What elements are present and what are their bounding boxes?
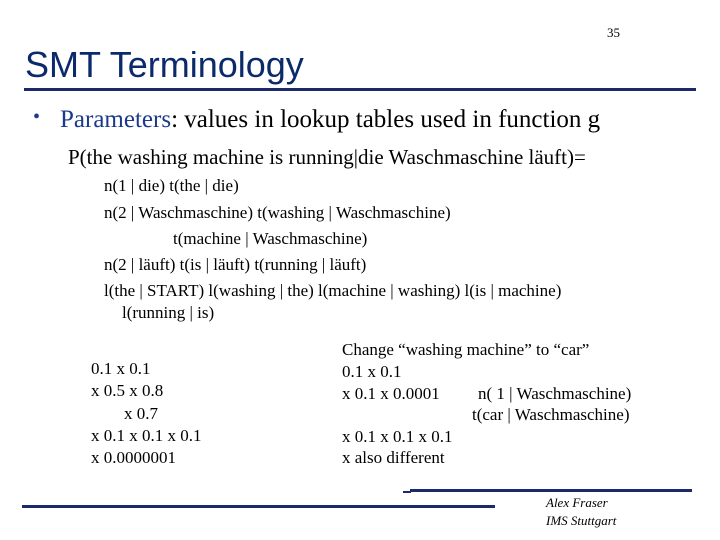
footer-divider bbox=[22, 505, 495, 508]
bullet-description: : values in lookup tables used in function g bbox=[171, 106, 601, 133]
right-value-line: x 0.1 x 0.0001 bbox=[342, 384, 440, 403]
left-value-line: x 0.5 x 0.8 bbox=[91, 381, 164, 400]
right-value-line: n( 1 | Waschmaschine) bbox=[478, 384, 632, 403]
left-value-line: x 0.0000001 bbox=[91, 448, 176, 467]
formula-line: n(2 | läuft) t(is | läuft) t(running | läuft) bbox=[104, 255, 367, 274]
bullet-term: Parameters bbox=[60, 106, 172, 133]
right-value-line: Change “washing machine” to “car” bbox=[342, 340, 590, 359]
formula-line: n(2 | Waschmaschine) t(washing | Waschmaschine) bbox=[104, 203, 451, 222]
title-divider bbox=[24, 88, 696, 91]
formula-line: l(running | is) bbox=[122, 303, 215, 322]
slide-title: SMT Terminology bbox=[25, 44, 304, 85]
right-value-line: 0.1 x 0.1 bbox=[342, 362, 402, 381]
right-value-line: x also different bbox=[342, 448, 445, 467]
left-value-line: x 0.1 x 0.1 x 0.1 bbox=[91, 426, 202, 445]
formula-line: l(the | START) l(washing | the) l(machine | washing) l(is | machine) bbox=[104, 281, 562, 300]
probability-expression: P(the washing machine is running|die Waschmaschine läuft)= bbox=[68, 145, 586, 169]
right-value-line: t(car | Waschmaschine) bbox=[472, 405, 630, 424]
formula-line: t(machine | Waschmaschine) bbox=[173, 229, 368, 248]
right-value-line: x 0.1 x 0.1 x 0.1 bbox=[342, 427, 453, 446]
left-value-line: 0.1 x 0.1 bbox=[91, 359, 151, 378]
left-value-line: x 0.7 bbox=[124, 404, 158, 423]
bullet-text bbox=[60, 106, 600, 134]
page-number: 35 bbox=[607, 25, 620, 40]
bullet-marker: • bbox=[33, 106, 41, 128]
formula-line: n(1 | die) t(the | die) bbox=[104, 176, 239, 195]
footer-author: Alex Fraser bbox=[546, 495, 608, 510]
footer-affiliation: IMS Stuttgart bbox=[546, 513, 617, 528]
footer-divider bbox=[410, 489, 692, 492]
